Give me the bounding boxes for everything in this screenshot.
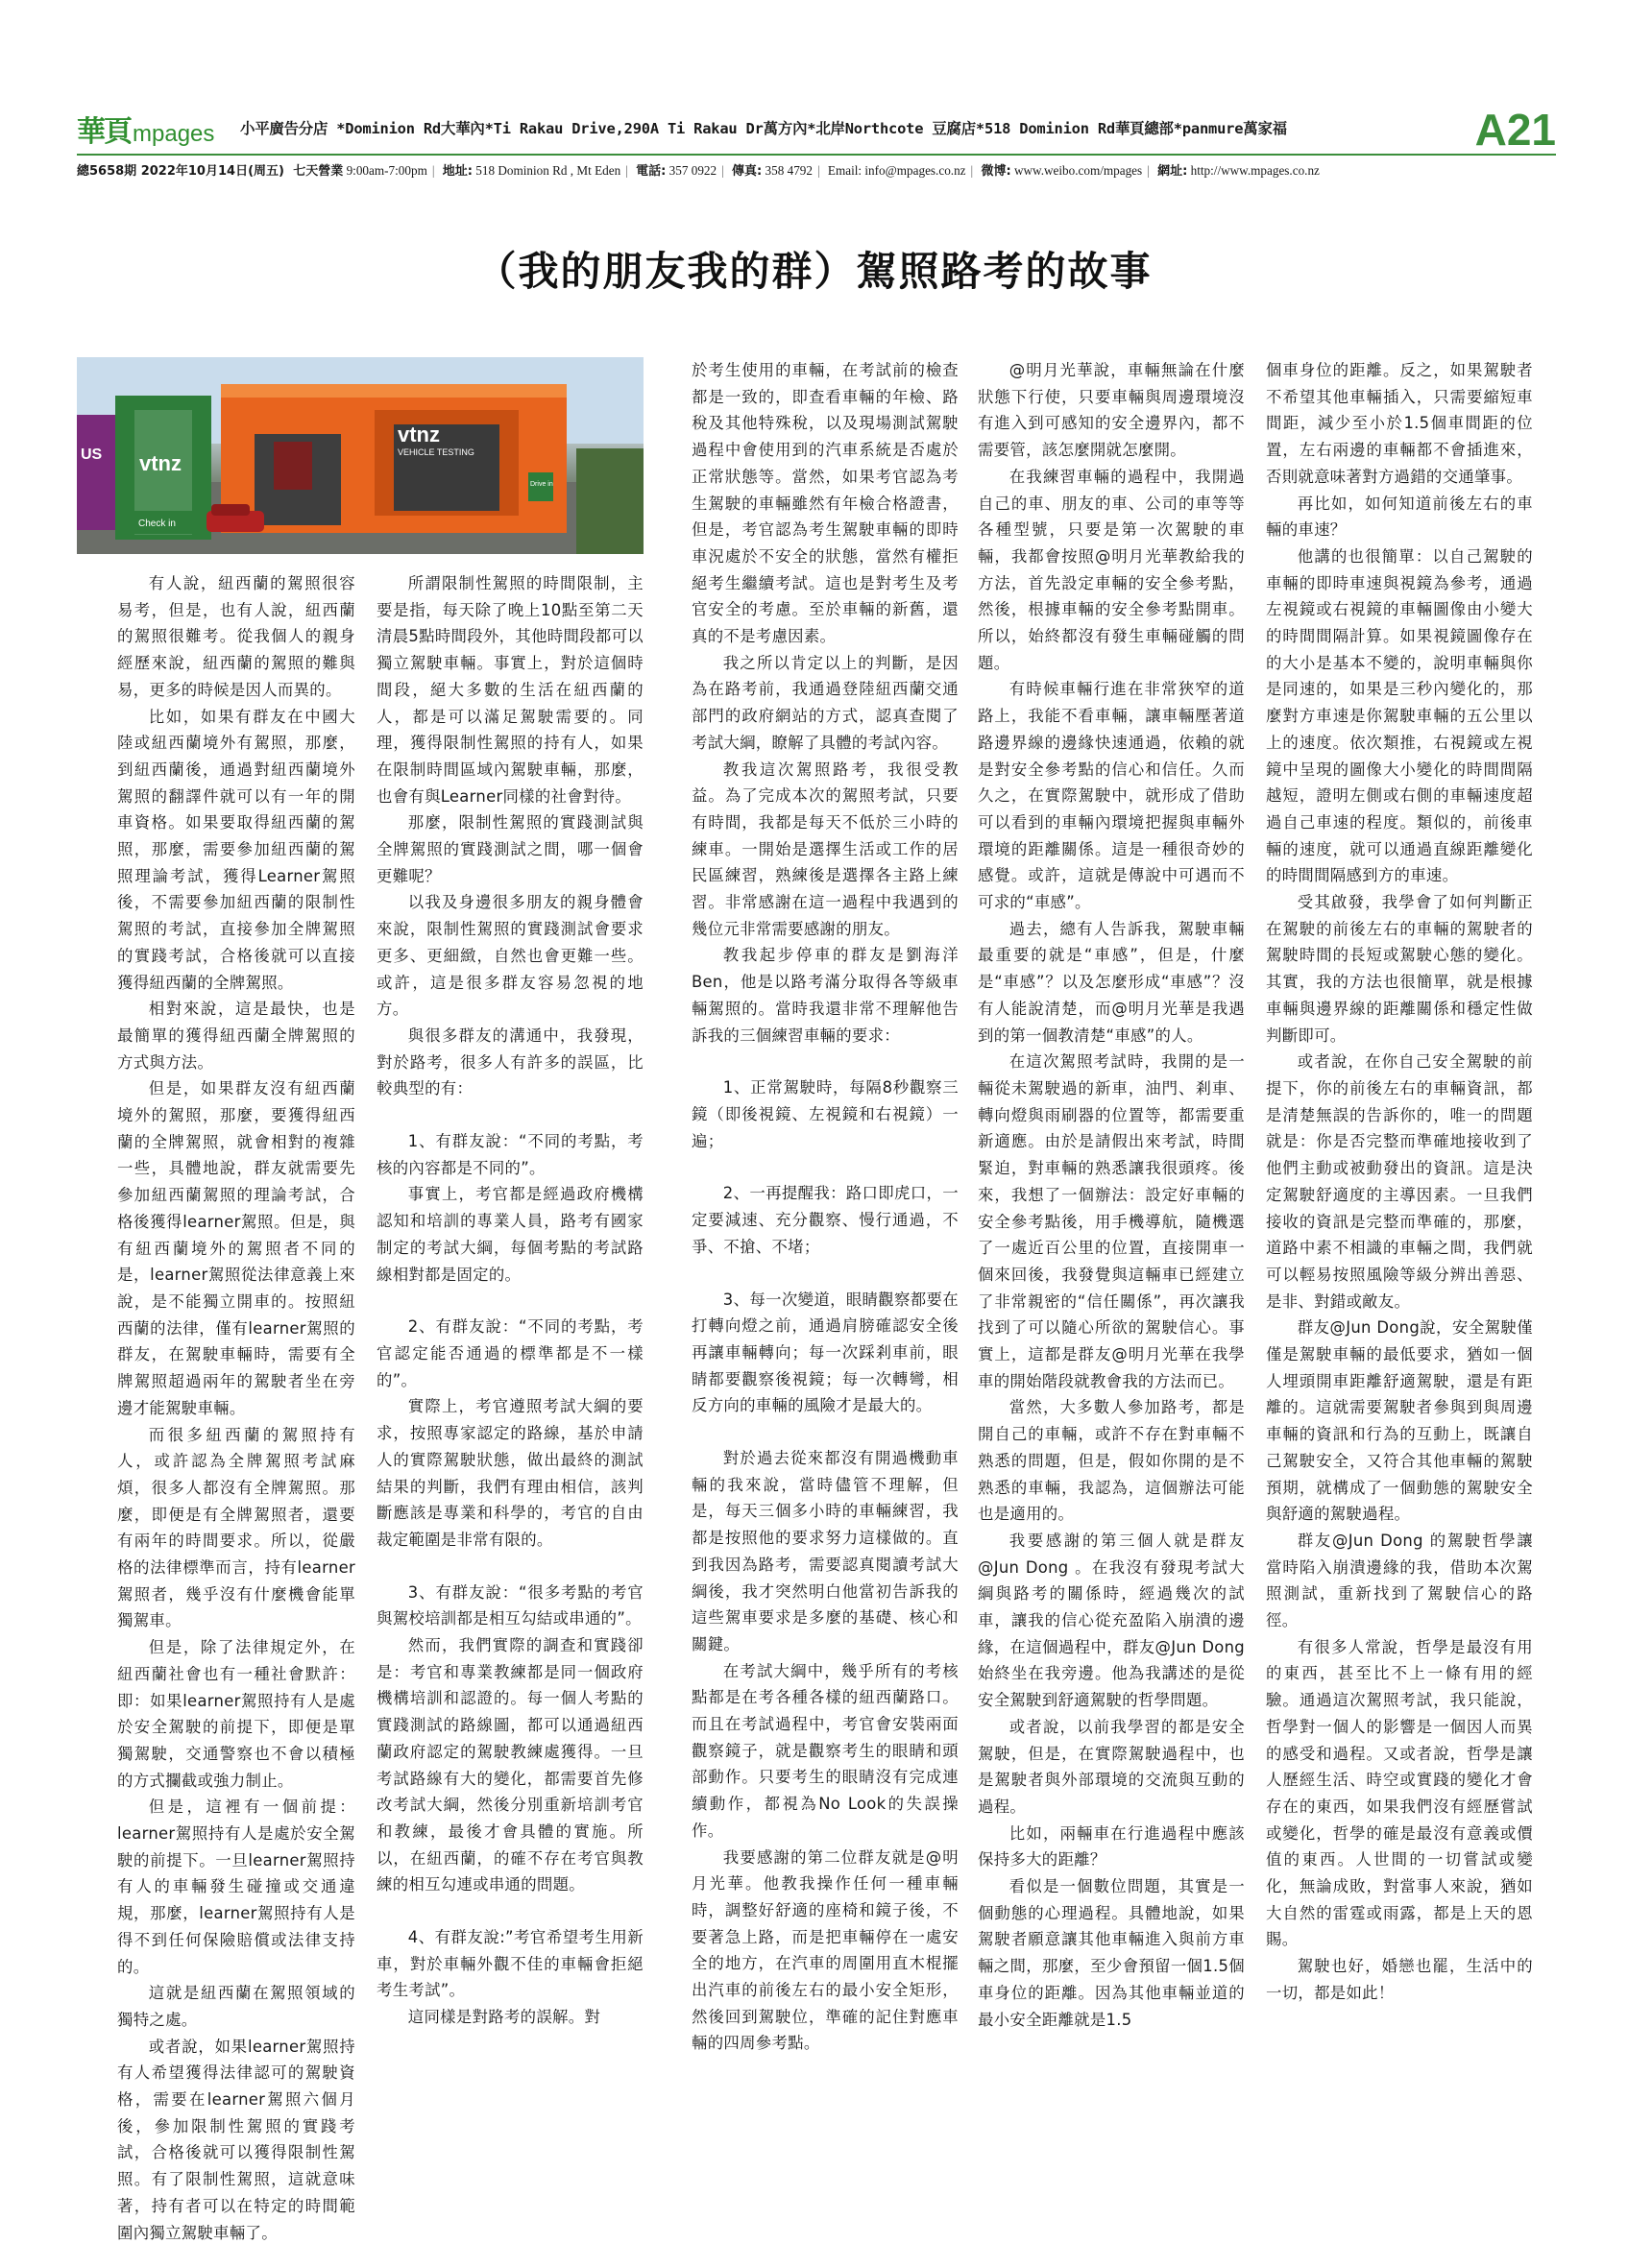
mpages-logo[interactable] <box>77 108 215 149</box>
paragraph: 但是，如果群友沒有紐西蘭境外的駕照，那麼，要獲得紐西蘭的全牌駕照，就會相對的複雜一些，具體地說，群友就需要先參加紐西蘭駕照的理論考試，合格後獲得learner駕照。但是，與有紐西蘭境外的駕照者不同的是，learner駕照從法律意義上來說，是不能獨立開車的。按照紐西蘭的法律，僅有learner駕照的群友，在駕駛車輛時，需要有全牌駕照超過兩年的駕駛者坐在旁邊才能駕駛車輛。 <box>117 1079 355 1417</box>
check-in-sign: Check in <box>138 519 176 529</box>
paragraph: 受其啟發，我學會了如何判斷正在駕駛的前後左右的車輛的駕駛者的駕駛時間的長短或駕駛心態的變化。其實，我的方法也很簡單，就是根據車輛與邊界線的距離關係和穩定性做判斷即可。 <box>1266 893 1533 1045</box>
paragraph: 所謂限制性駕照的時間限制，主要是指，每天除了晚上10點至第二天清晨5點時間段外，其他時間段都可以獨立駕駛車輛。事實上，對於這個時間段，絕大多數的生活在紐西蘭的人，都是可以滿足駕駛需要的。同理，獲得限制性駕照的持有人，如果在限制時間區域內駕駛車輛，那麼，也會有與Learner同樣的社會對待。 <box>377 574 644 806</box>
paragraph: 而很多紐西蘭的駕照持有人，或許認為全牌駕照考試麻煩，很多人都沒有全牌駕照。那麼，即便是有全牌駕照者，還要有兩年的時間要求。所以，從嚴格的法律標準而言，持有learner駕照者，幾乎沒有什麼機會能單獨駕車。 <box>117 1425 355 1630</box>
paragraph: 我要感謝的第二位群友就是@明月光華。他教我操作任何一種車輛時，調整好舒適的座椅和鏡子後，不要著急上路，而是把車輛停在一處安全的地方，在汽車的周圍用直木棍擺出汽車的前後左右的最小安全矩形，然後回到駕駛位，準確的記住對應車輛的四周參考點。 <box>692 1847 959 2053</box>
paragraph: 於考生使用的車輛，在考試前的檢查都是一致的，即查看車輛的年檢、路稅及其他特殊稅，以及現場測試駕駛過程中會使用到的汽車系統是否處於正常狀態等。當然，如果考官認為考生駕駛的車輛雖然有年檢合格證書，但是，考官認為考生駕駛車輛的即時車況處於不安全的狀態，當然有權拒絕考生繼續考試。這也是對考生及考官安全的考慮。至於車輛的新舊，還真的不是考慮因素。 <box>692 361 959 646</box>
branch-locations: 小平廣告分店 *Dominion Rd大華內*Ti Rakau Drive,290A Ti Rakau Dr萬方內*北岸Northcote 豆腐店*518 Dominion Rd華頁總部*panmure萬家福 <box>240 120 1287 137</box>
paragraph: 教我起步停車的群友是劉海洋Ben，他是以路考滿分取得各等級車輛駕照的。當時我還非常不理解他告訴我的三個練習車輛的要求： <box>692 946 959 1045</box>
paragraph: 個車身位的距離。反之，如果駕駛者不希望其他車輛插入，只需要縮短車間距，減少至小於1.5個車間距的位置，左右兩邊的車輛都不會插進來，否則就意味著對方過錯的交通肇事。 <box>1266 361 1533 486</box>
phone-label: 電話: <box>636 164 667 179</box>
fax: 358 4792 <box>765 163 813 178</box>
article-column-2 <box>377 570 644 2031</box>
sign-subtitle: VEHICLE TESTING <box>398 447 474 457</box>
vtnz-building-illustration <box>77 357 644 554</box>
paragraph: 1、有群友說：“不同的考點，考核的內容都是不同的”。 <box>377 1132 644 1177</box>
paragraph: 比如，兩輛車在行進過程中應該保持多大的距離？ <box>978 1823 1245 1870</box>
paragraph: 2、一再提醒我：路口即虎口，一定要減速、充分觀察、慢行通過，不爭、不搶、不堵； <box>692 1184 959 1256</box>
paragraph: 駕駛也好，婚戀也罷，生活中的一切，都是如此！ <box>1266 1957 1533 2002</box>
drive-in-sign: Drive in <box>530 481 553 488</box>
paragraph: 實際上，考官遵照考試大綱的要求，按照專家認定的路線，基於申請人的實際駕駛狀態，做出最終的測試結果的判斷，我們有理由相信，該判斷應該是專業和科學的，考官的自由裁定範圍是非常有限的。 <box>377 1397 644 1549</box>
paragraph: 1、正常駕駛時，每隔8秒觀察三鏡（即後視鏡、左視鏡和右視鏡）一遍； <box>692 1078 959 1150</box>
article-title: （我的朋友我的群）駕照路考的故事 <box>475 248 1153 295</box>
paragraph: @明月光華說，車輛無論在什麼狀態下行使，只要車輛與周邊環境沒有進入到可感知的安全邊界內，都不需要管，該怎麼開就怎麼開。 <box>978 361 1245 460</box>
hours-label: 七天營業 <box>293 164 344 179</box>
paragraph: 事實上，考官都是經過政府機構認知和培訓的專業人員，路考有國家制定的考試大綱，每個考點的考試路線相對都是固定的。 <box>377 1185 644 1284</box>
paragraph: 這同樣是對路考的誤解。對 <box>407 2008 601 2027</box>
issue-date: 總5658期 2022年10月14日(周五) <box>77 164 284 179</box>
paragraph: 以我及身邊很多朋友的親身體會來說，限制性駕照的實踐測試會要求更多、更細緻，自然也會更難一些。或許，這是很多群友容易忽視的地方。 <box>377 893 644 1019</box>
paragraph: 與很多群友的溝通中，我發現，對於路考，很多人有許多的誤區，比較典型的有： <box>377 1025 644 1098</box>
paragraph: 群友@Jun Dong 的駕駛哲學讓當時陷入崩潰邊緣的我，借助本次駕照測試，重新找到了駕駛信心的路徑。 <box>1266 1531 1533 1630</box>
paragraph: 有時候車輛行進在非常狹窄的道路上，我能不看車輛，讓車輛壓著道路邊界線的邊緣快速通過，依賴的就是對安全參考點的信心和信任。久而久之，在實際駕駛中，就形成了借助可以看到的車輛內環境把握與車輛外環境的距離關係。這是一種很奇妙的感覺。或許，這就是傳說中可遇而不可求的“車感”。 <box>978 680 1245 912</box>
paragraph: 比如，如果有群友在中國大陸或紐西蘭境外有駕照，那麼，到紐西蘭後，通過對紐西蘭境外駕照的翻譯件就可以有一年的開車資格。如果要取得紐西蘭的駕照，那麼，需要參加紐西蘭的駕照理論考試，獲得Learner駕照後，不需要參加紐西蘭的限制性駕照的考試，直接參加全牌駕照的實踐考試，合格後就可以直接獲得紐西蘭的全牌駕照。 <box>117 707 355 992</box>
page-number: A21 <box>1474 105 1556 155</box>
paragraph: 這就是紐西蘭在駕照領域的獨特之處。 <box>117 1984 355 2029</box>
phone: 357 0922 <box>668 163 717 178</box>
article-column-1 <box>117 570 355 2246</box>
paragraph: 群友@Jun Dong說，安全駕駛僅僅是駕駛車輛的最低要求，猶如一個人埋頭開車距離舒適駕駛，還是有距離的。這就需要駕駛者參與到與周邊車輛的資訊和行為的互動上，既讓自己駕駛安全，又符合其他車輛的駕駛預期，就構成了一個動態的駕駛安全與舒適的駕駛過程。 <box>1266 1318 1533 1524</box>
article-column-4 <box>978 357 1245 2033</box>
weibo-link[interactable]: www.weibo.com/mpages <box>1013 163 1143 178</box>
masthead <box>77 105 1556 179</box>
paragraph: 4、有群友說:”考官希望考生用新車，對於車輛外觀不佳的車輛會拒絕考生考試”。 <box>377 1928 644 2000</box>
address-label: 地址: <box>442 164 473 179</box>
email-link[interactable]: Email: info@mpages.co.nz <box>827 163 966 178</box>
website-label: 網址: <box>1157 164 1188 179</box>
paragraph: 我要感謝的第三個人就是群友@Jun Dong 。在我沒有發現考試大綱與路考的關係時，經過幾次的試車，讓我的信心從充盈陷入崩潰的邊緣，在這個過程中，群友@Jun Dong 始終坐在我旁邊。他為我講述的是從安全駕駛到舒適駕駛的哲學問題。 <box>978 1531 1245 1710</box>
paragraph: 或者說，以前我學習的都是安全駕駛，但是，在實際駕駛過程中，也是駕駛者與外部環境的交流與互動的過程。 <box>978 1717 1245 1816</box>
us-sign: US <box>81 446 103 463</box>
logo-chinese: 華頁 <box>77 115 131 149</box>
paragraph: 或者說，如果learner駕照持有人希望獲得法律認可的駕駛資格，需要在learner駕照六個月後，參加限制性駕照的實踐考試，合格後就可以獲得限制性駕照。有了限制性駕照，這就意味著，持有者可以在特定的時間範圍內獨立駕駛車輛了。 <box>117 2037 355 2242</box>
paragraph: 但是，除了法律規定外，在紐西蘭社會也有一種社會默許：即：如果learner駕照持有人是處於安全駕駛的前提下，即便是單獨駕駛，交通警察也不會以積極的方式攔截或強力制止。 <box>117 1638 355 1790</box>
paragraph: 我之所以肯定以上的判斷，是因為在路考前，我通過登陸紐西蘭交通部門的政府網站的方式，認真查閱了考試大綱，瞭解了具體的考試內容。 <box>692 653 959 752</box>
website-link[interactable]: http://www.mpages.co.nz <box>1190 163 1320 178</box>
weibo-label: 微博: <box>981 164 1011 179</box>
paragraph: 然而，我們實際的調查和實踐卻是：考官和專業教練都是同一個政府機構培訓和認證的。每一個人考點的實踐測試的路線圖，都可以通過紐西蘭政府認定的駕駛教練處獲得。一旦考試路線有大的變化，都需要首先修改考試大綱，然後分別重新培訓考官和教練，最後才會具體的實施。所以，在紐西蘭，的確不存在考官與教練的相互勾連或串通的問題。 <box>377 1636 644 1894</box>
paragraph: 相對來說，這是最快，也是最簡單的獲得紐西蘭全牌駕照的方式與方法。 <box>117 1000 355 1072</box>
paragraph: 當然，大多數人參加路考，都是開自己的車輛，或許不存在對車輛不熟悉的問題，但是，假如你開的是不熟悉的車輛，我認為，這個辦法可能也是適用的。 <box>978 1398 1245 1524</box>
paragraph: 在我練習車輛的過程中，我開過自己的車、朋友的車、公司的車等等各種型號，只要是第一次駕駛的車輛，我都會按照@明月光華教給我的方法，首先設定車輛的安全參考點，然後，根據車輛的安全參考點開車。所以，始終都沒有發生車輛碰觸的問題。 <box>978 467 1245 672</box>
sign-right: vtnz <box>398 422 440 446</box>
logo-english: mpages <box>133 121 215 147</box>
paragraph: 那麼，限制性駕照的實踐測試與全牌駕照的實踐測試之間，哪一個會更難呢？ <box>377 813 644 885</box>
paragraph: 但是，這裡有一個前提：learner駕照持有人是處於安全駕駛的前提下。一旦learner駕照持有人的車輛發生碰撞或交通違規，那麼，learner駕照持有人是得不到任何保險賠償或法律支持的。 <box>117 1798 355 1976</box>
paragraph: 過去，總有人告訴我，駕駛車輛最重要的就是“車感”，但是，什麼是“車感”？以及怎麼形成“車感”？沒有人能說清楚，而@明月光華是我遇到的第一個教清楚“車感”的人。 <box>978 919 1245 1045</box>
paragraph: 教我這次駕照路考，我很受教益。為了完成本次的駕照考試，只要有時間，我都是每天不低於三小時的練車。一開始是選擇生活或工作的居民區練習，熟練後是選擇各主路上練習。非常感謝在這一過程中我遇到的幾位元非常需要感謝的朋友。 <box>692 760 959 938</box>
article-column-5 <box>1266 357 1533 2007</box>
opening-hours: 9:00am-7:00pm <box>346 163 427 178</box>
fax-label: 傳真: <box>732 164 763 179</box>
paragraph: 2、有群友說：“不同的考點，考官認定能否通過的標準都是不一樣的”。 <box>377 1317 644 1389</box>
paragraph: 3、每一次變道，眼睛觀察都要在打轉向燈之前，通過肩膀確認安全後再讓車輛轉向；每一次踩剎車前，眼睛都要觀察後視鏡；每一次轉彎，相反方向的車輛的風險才是最大的。 <box>692 1290 959 1415</box>
paragraph: 有很多人常說，哲學是最沒有用的東西，甚至比不上一條有用的經驗。通過這次駕照考試，我只能說，哲學對一個人的影響是一個因人而異的感受和過程。又或者說，哲學是讓人歷經生活、時空或實踐的變化才會存在的東西，如果我們沒有經歷嘗試或變化，哲學的確是最沒有意義或價值的東西。人世間的一切嘗試或變化，無論成敗，對當事人來說，猶如大自然的雷霆或雨露，都是上天的恩賜。 <box>1266 1637 1533 1949</box>
vtnz-station-photo <box>77 357 644 554</box>
sign-left: vtnz <box>139 451 182 475</box>
paragraph: 對於過去從來都沒有開過機動車輛的我來說，當時儘管不理解，但是，每天三個多小時的車輛練習，我都是按照他的要求努力這樣做的。直到我因為路考，需要認真閱讀考試大綱後，我才突然明白他當初告訴我的這些駕車要求是多麼的基礎、核心和關鍵。 <box>692 1449 959 1653</box>
paragraph: 有人說，紐西蘭的駕照很容易考，但是，也有人說，紐西蘭的駕照很難考。從我個人的親身經歷來說，紐西蘭的駕照的難與易，更多的時候是因人而異的。 <box>117 574 355 699</box>
contact-info-bar: 總5658期 2022年10月14日(周五) 七天營業 9:00am-7:00pm | 地址: 518 Dominion Rd , Mt Eden | 電話: 357 0922 | 傳真: 358 4792 | Email: info@mpages.co.nz | 微博: www.weibo.com/mpages | 網址: http://www.mpages.co.nz <box>77 154 1556 179</box>
article-column-3 <box>692 357 959 2057</box>
paragraph: 在這次駕照考試時，我開的是一輛從未駕駛過的新車，油門、剎車、轉向燈與雨刷器的位置等，都需要重新適應。由於是請假出來考試，時間緊迫，對車輛的熟悉讓我很頭疼。後來，我想了一個辦法：設定好車輛的安全參考點後，用手機導航，隨機選了一處近百公里的位置，直接開車一個來回後，我發覺與這輛車已經建立了非常親密的“信任關係”，再次讓我找到了可以隨心所欲的駕駛信心。事實上，這都是群友@明月光華在我學車的開始階段就教會我的方法而已。 <box>978 1052 1245 1390</box>
paragraph: 再比如，如何知道前後左右的車輛的車速？ <box>1266 494 1533 540</box>
paragraph: 3、有群友說：“很多考點的考官與駕校培訓都是相互勾結或串通的”。 <box>377 1582 644 1629</box>
paragraph: 他講的也很簡單：以自己駕駛的車輛的即時車速與視鏡為參考，通過左視鏡或右視鏡的車輛圖像由小變大的時間間隔計算。如果視鏡圖像存在的大小是基本不變的，說明車輛與你是同速的，如果是三秒內變化的，那麼對方車速是你駕駛車輛的五公里以上的速度。依次類推，右視鏡或左視鏡中呈現的圖像大小變化的時間間隔越短，證明左側或右側的車輛速度超過自己車速的程度。類似的，前後車輛的速度，就可以通過直線距離變化的時間間隔感到方的車速。 <box>1266 546 1533 885</box>
paragraph: 看似是一個數位問題，其實是一個動態的心理過程。具體地說，如果駕駛者願意讓其他車輛進入與前方車輛之間，那麼，至少會預留一個1.5個車身位的距離。因為其他車輛並道的最小安全距離就是1.5 <box>978 1877 1245 2029</box>
paragraph: 或者說，在你自己安全駕駛的前提下，你的前後左右的車輛資訊，都是清楚無誤的告訴你的，唯一的問題就是：你是否完整而準確地接收到了他們主動或被動發出的資訊。這是決定駕駛舒適度的主導因素。一旦我們接收的資訊是完整而準確的，那麼，道路中素不相識的車輛之間，我們就可以輕易按照風險等級分辨出善惡、是非、對錯或敵友。 <box>1266 1052 1533 1311</box>
address: 518 Dominion Rd , Mt Eden <box>475 163 621 178</box>
paragraph: 在考試大綱中，幾乎所有的考核點都是在考各種各樣的紐西蘭路口。而且在考試過程中，考官會安裝兩面觀察鏡子，就是觀察考生的眼睛和頭部動作。只要考生的眼睛沒有完成連續動作，都視為No Look的失誤操作。 <box>692 1661 959 1840</box>
